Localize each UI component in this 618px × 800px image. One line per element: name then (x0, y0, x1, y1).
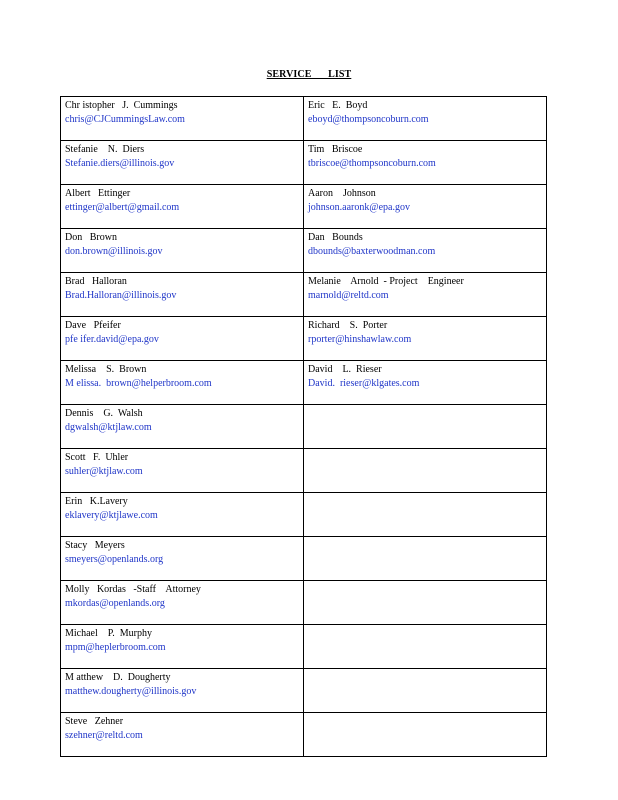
contact-email-link[interactable]: Brad.Halloran@illinois.gov (65, 290, 177, 301)
contact-name: Stacy Meyers (65, 540, 125, 551)
contact-cell (304, 317, 547, 361)
contact-cell (61, 581, 304, 625)
table-row (61, 97, 547, 141)
contact-name: Chr istopher J. Cummings (65, 100, 178, 111)
contact-email-link[interactable]: chris@CJCummingsLaw.com (65, 114, 185, 125)
contact-email-link[interactable]: Stefanie.diers@illinois.gov (65, 158, 175, 169)
table-row (61, 141, 547, 185)
contact-cell (61, 185, 304, 229)
contact-name: Eric E. Boyd (308, 100, 368, 111)
contact-cell (304, 713, 547, 757)
contact-cell (61, 405, 304, 449)
table-row (61, 361, 547, 405)
table-row (61, 581, 547, 625)
contact-email-link[interactable]: szehner@reltd.com (65, 730, 143, 741)
contact-cell (61, 625, 304, 669)
service-list-body (61, 97, 547, 757)
contact-email-link[interactable]: marnold@reltd.com (308, 290, 389, 301)
contact-cell (61, 713, 304, 757)
contact-cell (304, 97, 547, 141)
contact-cell (304, 493, 547, 537)
contact-name: Dennis G. Walsh (65, 408, 143, 419)
page-title-text: SERVICE LIST (266, 69, 352, 80)
contact-email-link[interactable]: eklavery@ktjlawe.com (65, 510, 158, 521)
table-row (61, 405, 547, 449)
table-row (61, 317, 547, 361)
contact-email-link[interactable]: smeyers@openlands.org (65, 554, 164, 565)
contact-cell (61, 141, 304, 185)
contact-cell (61, 317, 304, 361)
contact-cell (304, 537, 547, 581)
contact-cell (304, 449, 547, 493)
contact-name: Scott F. Uhler (65, 452, 129, 463)
contact-cell (304, 669, 547, 713)
contact-name: Aaron Johnson (308, 188, 376, 199)
contact-name: Erin K.Lavery (65, 496, 128, 507)
contact-name: Melissa S. Brown (65, 364, 147, 375)
contact-email-link[interactable]: matthew.dougherty@illinois.gov (65, 686, 197, 697)
table-row (61, 229, 547, 273)
contact-email-link[interactable]: ettinger@albert@gmail.com (65, 202, 180, 213)
contact-cell (61, 229, 304, 273)
contact-name: Michael P. Murphy (65, 628, 152, 639)
service-list-table (60, 96, 547, 757)
table-row (61, 625, 547, 669)
contact-cell (61, 97, 304, 141)
contact-email-link[interactable]: dbounds@baxterwoodman.com (308, 246, 436, 257)
table-row (61, 537, 547, 581)
contact-email-link[interactable]: rporter@hinshawlaw.com (308, 334, 412, 345)
contact-name: Don Brown (65, 232, 117, 243)
table-row (61, 713, 547, 757)
contact-cell (61, 449, 304, 493)
contact-email-link[interactable]: mpm@heplerbroom.com (65, 642, 166, 653)
contact-name: Dan Bounds (308, 232, 363, 243)
contact-email-link[interactable]: pfe ifer.david@epa.gov (65, 334, 159, 345)
table-row (61, 273, 547, 317)
contact-cell (304, 141, 547, 185)
contact-name: M atthew D. Dougherty (65, 672, 171, 683)
contact-name: Tim Briscoe (308, 144, 363, 155)
contact-cell (61, 669, 304, 713)
contact-cell (304, 229, 547, 273)
contact-cell (61, 273, 304, 317)
contact-name: Brad Halloran (65, 276, 127, 287)
contact-cell (304, 185, 547, 229)
contact-email-link[interactable]: eboyd@thompsoncoburn.com (308, 114, 429, 125)
contact-email-link[interactable]: johnson.aaronk@epa.gov (308, 202, 410, 213)
contact-name: Dave Pfeifer (65, 320, 121, 331)
contact-cell (304, 625, 547, 669)
contact-name: Molly Kordas -Staff Attorney (65, 584, 201, 595)
table-row (61, 449, 547, 493)
contact-name: Steve Zehner (65, 716, 124, 727)
contact-email-link[interactable]: David. rieser@klgates.com (308, 378, 420, 389)
contact-cell (304, 581, 547, 625)
contact-cell (61, 537, 304, 581)
contact-name: David L. Rieser (308, 364, 382, 375)
contact-cell (304, 361, 547, 405)
contact-email-link[interactable]: dgwalsh@ktjlaw.com (65, 422, 152, 433)
table-row (61, 669, 547, 713)
contact-name: Richard S. Porter (308, 320, 388, 331)
contact-email-link[interactable]: tbriscoe@thompsoncoburn.com (308, 158, 436, 169)
contact-cell (304, 405, 547, 449)
contact-name: Stefanie N. Diers (65, 144, 145, 155)
contact-name: Albert Ettinger (65, 188, 131, 199)
contact-cell (61, 493, 304, 537)
page-title (0, 69, 618, 80)
contact-email-link[interactable]: don.brown@illinois.gov (65, 246, 163, 257)
contact-email-link[interactable]: suhler@ktjlaw.com (65, 466, 143, 477)
contact-email-link[interactable]: M elissa. brown@helperbroom.com (65, 378, 212, 389)
contact-cell (304, 273, 547, 317)
contact-cell (61, 361, 304, 405)
contact-name: Melanie Arnold - Project Engineer (308, 276, 464, 287)
contact-email-link[interactable]: mkordas@openlands.org (65, 598, 165, 609)
table-row (61, 493, 547, 537)
table-row (61, 185, 547, 229)
